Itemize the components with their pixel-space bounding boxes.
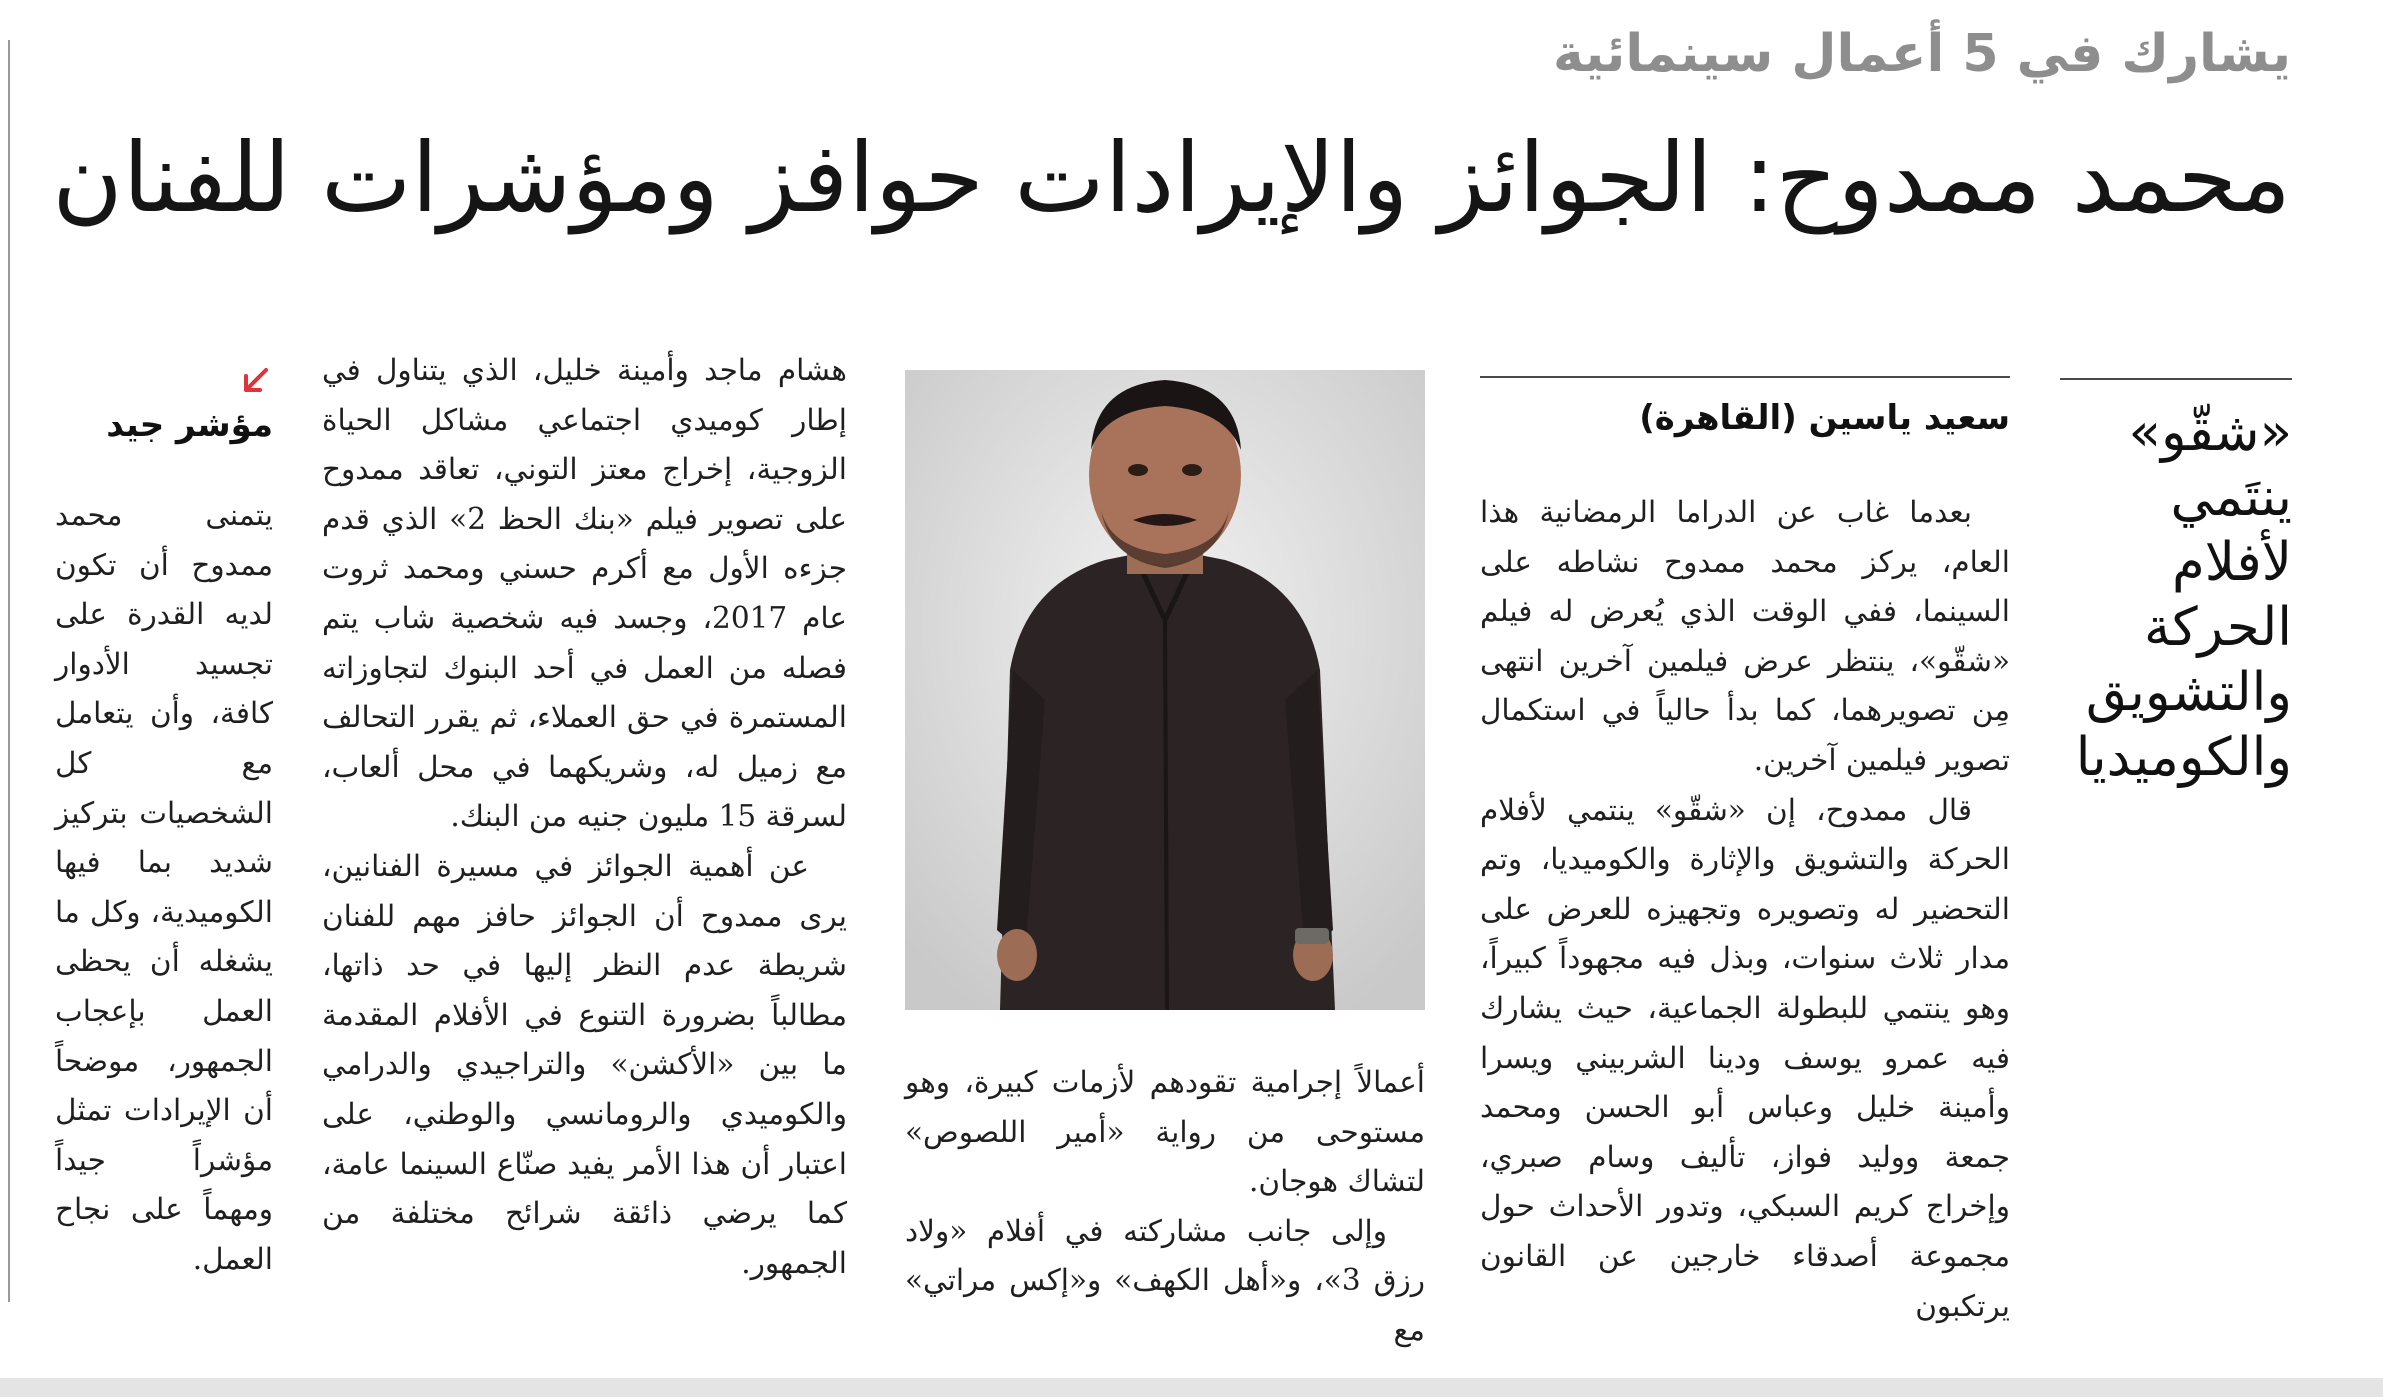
pull-quote: «شقّو» ينتَمي لأفلام الحركة والتشويق والكوميديا: [2075, 402, 2292, 788]
pull-quote-rule: [2060, 378, 2292, 380]
article-photo: [905, 370, 1425, 1010]
column-2-paragraph: أعمالاً إجرامية تقودهم لأزمات كبيرة، وهو مستوحى من رواية «أمير اللصوص» لتشاك هوجان.: [905, 1065, 1425, 1199]
byline-rule: [1480, 376, 2010, 378]
article-column-1: [1480, 488, 2010, 1331]
left-column-rule: [8, 40, 10, 1302]
article-kicker: يشارك في 5 أعمال سينمائية: [1553, 24, 2291, 84]
column-3-paragraph: عن أهمية الجوائز في مسيرة الفنانين، يرى ممدوح أن الجوائز حافز مهم للفنان شريطة عدم النظر إليها في حد ذاتها، مطالباً بضرورة التنوع في الأفلام المقدمة ما بين «الأكشن» والتراجيدي والدرامي والكوميدي والرومانسي والوطني، على اعتبار أن هذا الأمر يفيد صنّاع السينما عامة، كما يرضي ذائقة شرائح مختلفة من الجمهور.: [322, 848, 847, 1280]
byline: سعيد ياسين (القاهرة): [1639, 398, 2010, 438]
arrow-down-left-icon: [238, 364, 272, 398]
sidebar-title: مؤشر جيد: [106, 405, 273, 445]
sidebar-text-column: [55, 491, 273, 1285]
article-headline: محمد ممدوح: الجوائز والإيرادات حوافز ومؤشرات للفنان: [52, 122, 2291, 234]
page-bottom-band: [0, 1378, 2383, 1397]
sidebar-paragraph: يتمنى محمد ممدوح أن تكون لديه القدرة على تجسيد الأدوار كافة، وأن يتعامل مع كل الشخصيات بتركيز شديد بما فيها الكوميدية، وكل ما يشغله أن يحظى العمل بإعجاب الجمهور، موضحاً أن الإيرادات تمثل مؤشراً جيداً ومهماً على نجاح العمل.: [55, 498, 273, 1276]
column-1-paragraph: بعدما غاب عن الدراما الرمضانية هذا العام، يركز محمد ممدوح نشاطه على السينما، ففي الوقت الذي يُعرض له فيلم «شقّو»، ينتظر عرض فيلمين آخرين انتهى مِن تصويرهما، كما بدأ حالياً في استكمال تصوير فيلمين آخرين.: [1480, 495, 2010, 777]
article-column-3: [322, 346, 847, 1288]
person-photo-icon: [905, 370, 1425, 1010]
column-3-paragraph: هشام ماجد وأمينة خليل، الذي يتناول في إطار كوميدي اجتماعي مشاكل الحياة الزوجية، إخراج معتز التوني، تعاقد ممدوح على تصوير فيلم «بنك الحظ 2» الذي قدم جزءه الأول مع أكرم حسني ومحمد ثروت عام 2017، وجسد فيه شخصية شاب يتم فصله من العمل في أحد البنوك لتجاوزاته المستمرة في حق العملاء، ثم يقرر التحالف مع زميل له، وشريكهما في محل ألعاب، لسرقة 15 مليون جنيه من البنك.: [322, 353, 848, 834]
column-1-paragraph: قال ممدوح، إن «شقّو» ينتمي لأفلام الحركة والتشويق والإثارة والكوميديا، وتم التحضير له وتصويره وتجهيزه للعرض على مدار ثلاث سنوات، وبذل فيه مجهوداً كبيراً، وهو ينتمي للبطولة الجماعية، حيث يشارك فيه عمرو يوسف ودينا الشربيني ويسرا وأمينة خليل وعباس أبو الحسن ومحمد جمعة ووليد فواز، تأليف وسام صبري، وإخراج كريم السبكي، وتدور الأحداث حول مجموعة أصدقاء خارجين عن القانون يرتكبون: [1480, 792, 2010, 1323]
article-column-2: [905, 1058, 1425, 1356]
column-2-paragraph: وإلى جانب مشاركته في أفلام «ولاد رزق 3»، و«أهل الكهف» و«إكس مراتي» مع: [905, 1213, 1425, 1347]
